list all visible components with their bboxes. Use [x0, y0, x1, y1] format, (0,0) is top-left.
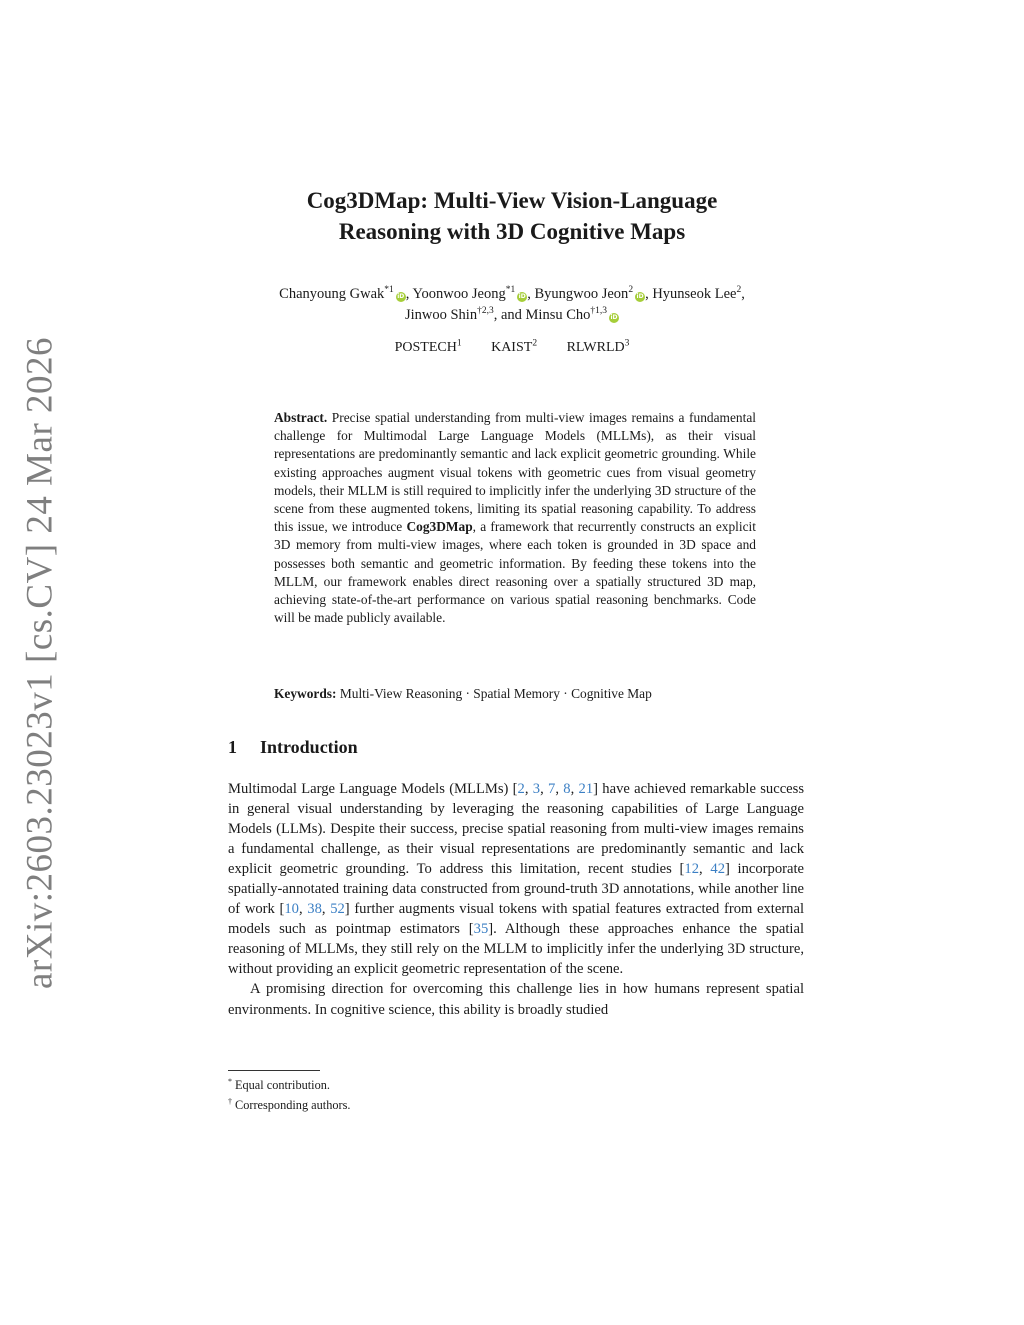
author-separator: , [741, 286, 745, 302]
author-sup: †2,3 [477, 306, 494, 317]
author-line-1 [200, 284, 824, 305]
author-separator: , [405, 286, 413, 302]
keywords-text: Multi-View Reasoning · Spatial Memory · Cognitive Map [339, 686, 652, 701]
footnote-mark: * [228, 1076, 232, 1086]
author-sup: 2 [736, 285, 742, 296]
section-number: 1 [228, 737, 237, 757]
keywords-label: Keywords: [274, 686, 337, 701]
paragraph-text: , [555, 781, 564, 797]
author-sup: *1 [384, 285, 394, 296]
citation-link[interactable]: 3 [532, 781, 541, 797]
affiliation-sup: 2 [532, 338, 538, 349]
citation-link[interactable]: 7 [548, 781, 556, 797]
footnote-text: Equal contribution. [235, 1078, 330, 1092]
affiliation-sup: 1 [456, 338, 462, 349]
paper-title [228, 185, 796, 247]
affiliation-sup: 3 [624, 338, 630, 349]
citation-link[interactable]: 2 [517, 781, 525, 797]
paragraph-text: ] further augments visual tokens with spatial features extracted from external models such as pointmap estimators [ [228, 901, 805, 938]
author-name: Yoonwoo Jeong [412, 286, 506, 302]
footnote [228, 1075, 804, 1095]
paragraph-text: ]. Although these approaches enhance the spatial reasoning of MLLMs, they still rely on the MLLM to implicitly infer the underlying 3D structure, without providing an explicit geometric representation of the scene. [228, 921, 804, 978]
citation-link[interactable]: 38 [307, 901, 322, 918]
title-line-2: Reasoning with 3D Cognitive Maps [338, 219, 686, 244]
paragraph-text: , [298, 901, 308, 918]
author-line-2 [200, 305, 824, 326]
footnote-text: Corresponding authors. [235, 1098, 351, 1112]
citation-link[interactable]: 8 [563, 781, 571, 797]
paragraph-text: Multimodal Large Language Models (MLLMs) [ [228, 781, 518, 797]
author-separator: , [527, 286, 535, 302]
author-separator: , and [493, 307, 526, 323]
citation-link[interactable]: 42 [710, 861, 725, 878]
method-name: Cog3DMap [406, 519, 473, 535]
author-name: Minsu Cho [525, 307, 591, 323]
keywords [274, 685, 756, 703]
abstract [274, 409, 756, 627]
arxiv-identifier: arXiv:2603.23023v1 [cs.CV] 24 Mar 2026 [19, 336, 61, 990]
section-title: Introduction [260, 737, 358, 757]
author-name: Jinwoo Shin [404, 307, 478, 323]
citation-link[interactable]: 10 [284, 901, 299, 918]
footnote [228, 1095, 804, 1115]
footnotes [228, 1075, 804, 1115]
paragraph-text: , [321, 901, 331, 918]
citation-link[interactable]: 52 [330, 901, 345, 918]
paragraph-text: , [540, 781, 549, 797]
citation-link[interactable]: 12 [684, 861, 700, 878]
affiliation [395, 340, 462, 355]
intro-paragraph-1 [228, 779, 804, 979]
abstract-text-cont: , a framework that recurrently constructs an explicit 3D memory from multi-view images, where each token is grounded in 3D space and possesses both semantic and geometric information. By feeding these tokens into the MLLM, our framework enables direct reasoning over a spatially structured 3D map, achieving state-of-the-art performance on various spatial reasoning benchmarks. Code will be made publicly available. [274, 519, 756, 626]
paragraph-text: , [524, 781, 533, 797]
author-sup: 2 [628, 285, 634, 296]
affiliations [300, 340, 724, 356]
paragraph-text: ] incorporate spatially-annotated training data constructed from ground-truth 3D annotations, while another line of work [ [228, 861, 805, 918]
affiliation-name: KAIST [491, 340, 533, 355]
paragraph-text: , [570, 781, 579, 797]
orcid-icon[interactable]: iD [636, 293, 644, 300]
author-name: Hyunseok Lee [652, 286, 737, 302]
footnote-rule [228, 1070, 320, 1071]
body-text [228, 779, 804, 1020]
author-sup: †1,3 [590, 306, 608, 317]
abstract-label: Abstract. [274, 410, 328, 425]
paragraph-text: ] have achieved remarkable success in general visual understanding by leveraging the reasoning capabilities of Large Language Models (LLMs). Despite their success, precise spatial reasoning from multi-view images remains a fundamental challenge, as their visual representations are predominantly semantic and lack explicit geometric grounding. To address this limitation, recent studies [ [228, 781, 805, 878]
orcid-icon[interactable]: iD [397, 293, 405, 300]
section-heading [228, 737, 358, 758]
orcid-icon[interactable]: iD [518, 293, 526, 300]
author-sup: *1 [505, 285, 516, 296]
orcid-icon[interactable]: iD [610, 314, 618, 321]
affiliation [491, 340, 537, 355]
author-name: Chanyoung Gwak [279, 286, 385, 302]
footnote-mark: † [228, 1096, 232, 1106]
affiliation-name: POSTECH [394, 340, 457, 355]
author-list [200, 284, 824, 326]
author-name: Byungwoo Jeon [534, 286, 629, 302]
intro-paragraph-2: A promising direction for overcoming this challenge lies in how humans represent spatial environments. In cognitive science, this ability is broadly studied [228, 981, 804, 1018]
citation-link[interactable]: 35 [473, 921, 489, 938]
title-line-1: Cog3DMap: Multi-View Vision-Language [306, 188, 718, 213]
paragraph-text: , [699, 861, 711, 878]
affiliation-name: RLWRLD [566, 340, 625, 355]
author-separator: , [645, 286, 653, 302]
citation-link[interactable]: 21 [578, 781, 594, 797]
affiliation [567, 340, 630, 355]
abstract-text: Precise spatial understanding from multi-view images remains a fundamental challenge for Multimodal Large Language Models (MLLMs), as their visual representations are predominantly semantic and lack explicit geometric grounding. While existing approaches augment visual tokens with geometric cues from visual geometry models, their MLLM is still required to implicitly infer the underlying 3D structure of the scene from these augmented tokens, limiting its spatial reasoning capability. To address this issue, we introduce [274, 410, 756, 535]
